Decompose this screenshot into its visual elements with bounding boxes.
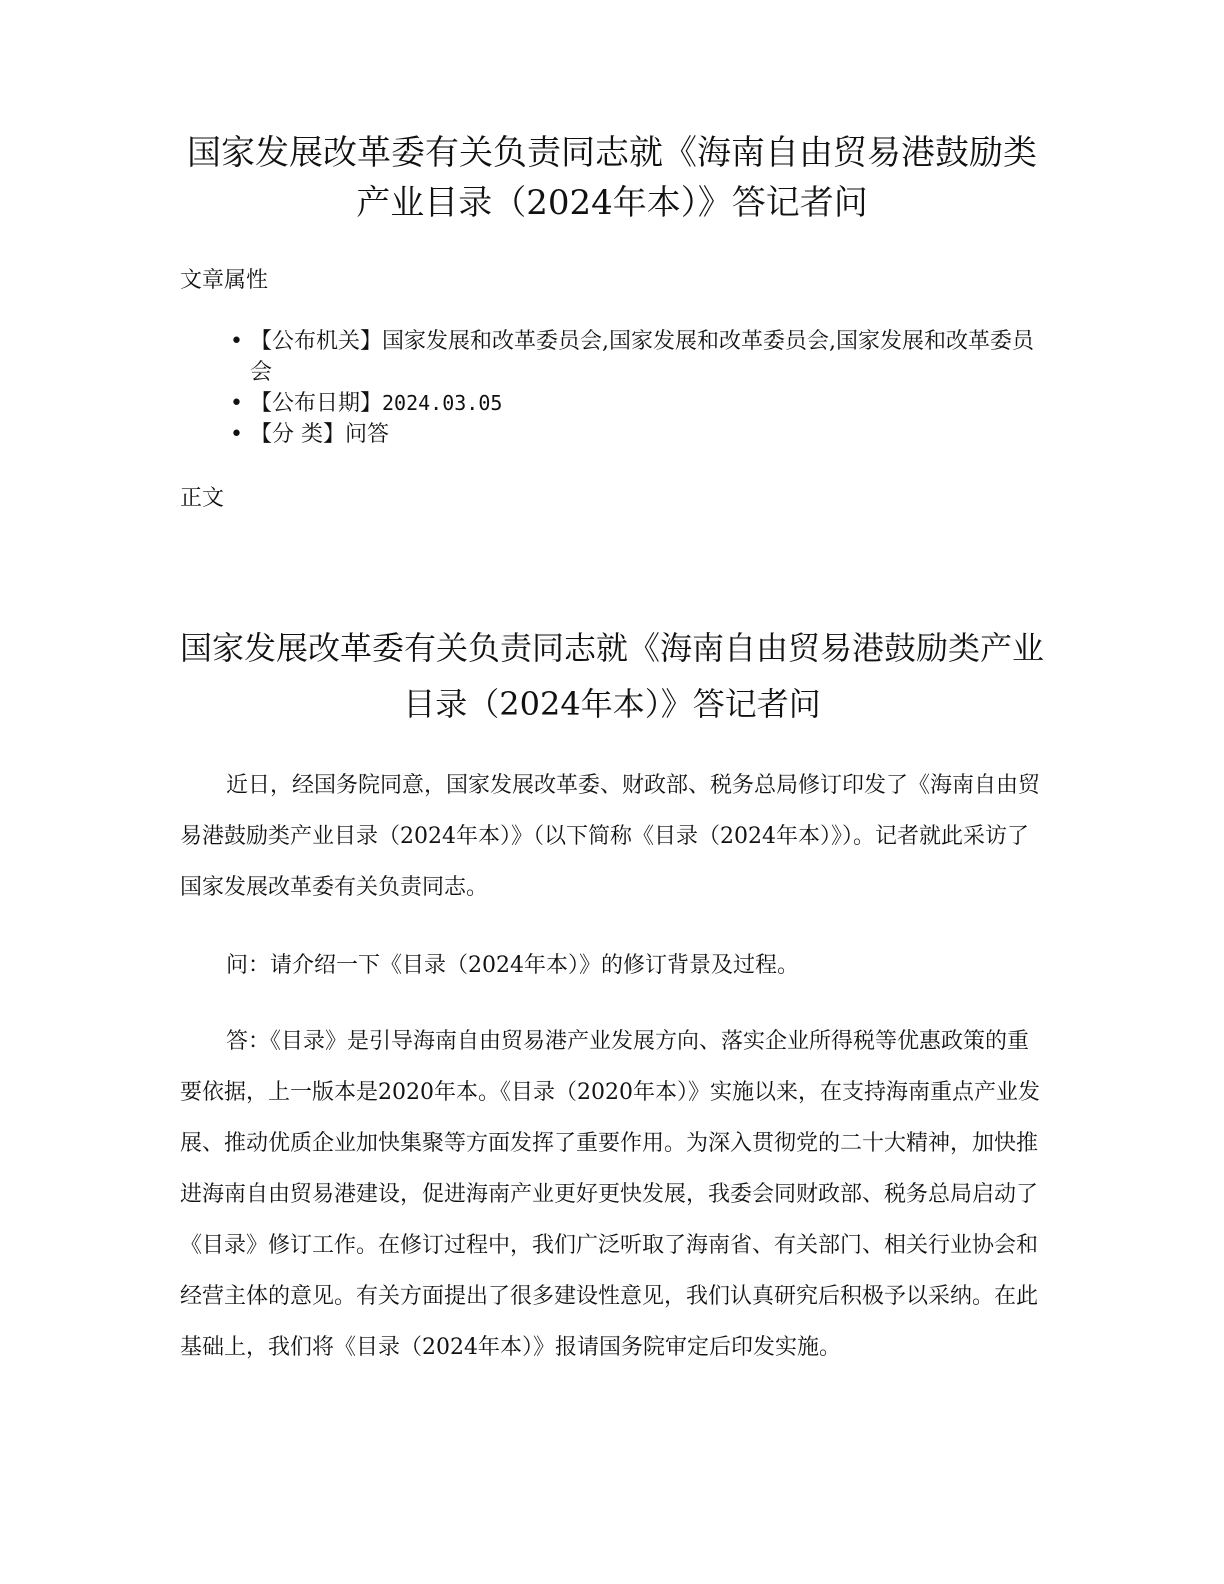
body-label: 正文 <box>180 486 225 511</box>
attribute-date <box>250 388 1050 419</box>
attribute-category <box>250 419 1050 450</box>
attribute-key: 【分 类】 <box>250 422 345 447</box>
attributes-label: 文章属性 <box>180 268 269 293</box>
attribute-key: 【公布机关】 <box>250 329 383 354</box>
answer-paragraph <box>180 1016 1044 1373</box>
intro-text: 近日，经国务院同意，国家发展改革委、财政部、税务总局修订印发了《海南自由贸易港鼓励类产业目录（2024年本）》（以下简称《目录（2024年本）》）。记者就此采访了国家发展改革委有关负责同志。 <box>180 773 1041 900</box>
attribute-value: 问答 <box>345 422 390 447</box>
answer-text: 答：《目录》是引导海南自由贸易港产业发展方向、落实企业所得税等优惠政策的重要依据，上一版本是2020年本。《目录（2020年本）》实施以来，在支持海南重点产业发展、推动优质企业加快集聚等方面发挥了重要作用。为深入贯彻党的二十大精神，加快推进海南自由贸易港建设，促进海南产业更好更快发展，我委会同财政部、税务总局启动了《目录》修订工作。在修订过程中，我们广泛听取了海南省、有关部门、相关行业协会和经营主体的意见。有关方面提出了很多建设性意见，我们认真研究后积极予以采纳。在此基础上，我们将《目录（2024年本）》报请国务院审定后印发实施。 <box>180 1029 1040 1360</box>
content-title: 国家发展改革委有关负责同志就《海南自由贸易港鼓励类产业目录（2024年本）》答记者问 <box>180 629 1045 723</box>
attribute-value: 国家发展和改革委员会,国家发展和改革委员会,国家发展和改革委员会 <box>250 329 1035 385</box>
attribute-key: 【公布日期】 <box>250 391 383 416</box>
attribute-value: 2024.03.05 <box>382 391 503 415</box>
question-text: 问：请介绍一下《目录（2024年本）》的修订背景及过程。 <box>226 953 799 978</box>
question-paragraph <box>180 940 1044 991</box>
attributes-list <box>250 326 1050 450</box>
intro-paragraph <box>180 760 1044 913</box>
document-title: 国家发展改革委有关负责同志就《海南自由贸易港鼓励类产业目录（2024年本）》答记者问 <box>187 133 1037 223</box>
attribute-issuer <box>250 326 1050 388</box>
